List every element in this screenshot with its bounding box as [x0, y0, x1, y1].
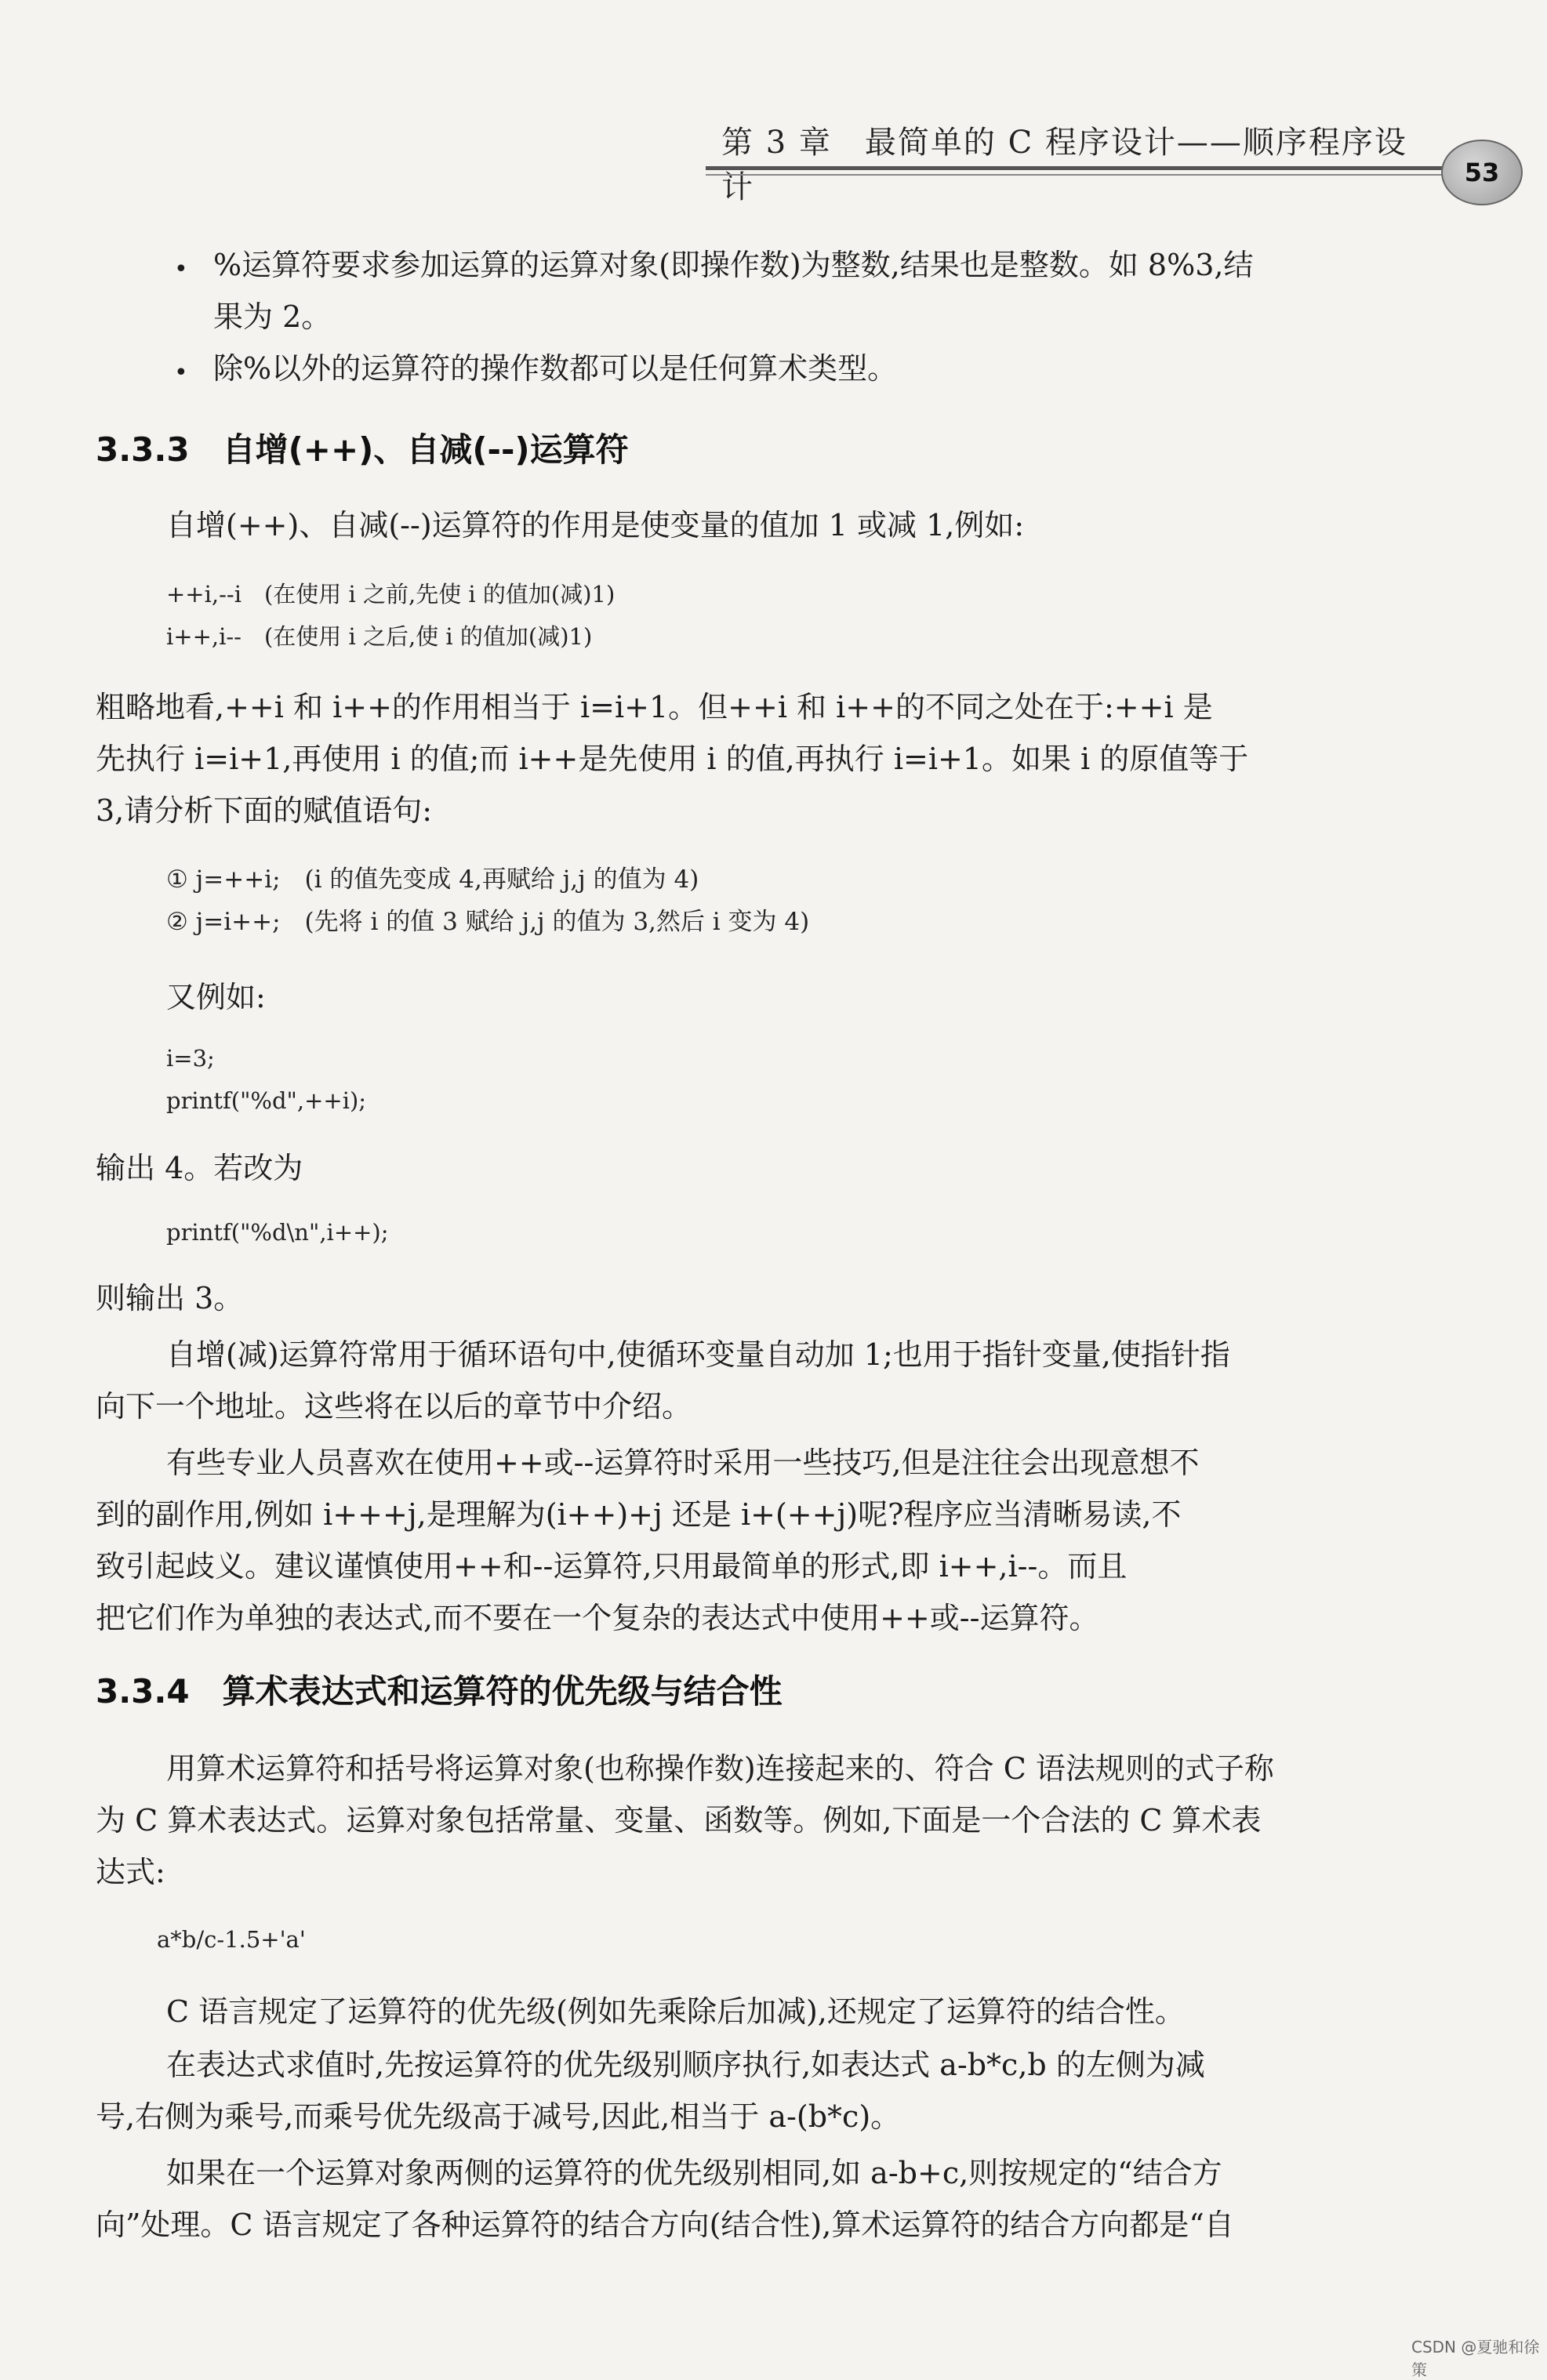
- code-expression: a*b/c-1.5+'a': [157, 1926, 306, 1953]
- paragraph-line: 3,请分析下面的赋值语句:: [96, 793, 433, 828]
- paragraph-line: 自增(++)、自减(--)运算符的作用是使变量的值加 1 或减 1,例如:: [166, 508, 1025, 542]
- statement-2: ② j=i++; (先将 i 的值 3 赋给 j,j 的值为 3,然后 i 变为 4): [166, 908, 810, 936]
- bullet-dot: •: [174, 359, 188, 386]
- header-rule: [706, 166, 1443, 170]
- section-title-3-3-3: 3.3.3 自增(++)、自减(--)运算符: [96, 430, 629, 469]
- paragraph-line: C 语言规定了运算符的优先级(例如先乘除后加减),还规定了运算符的结合性。: [166, 1994, 1185, 2029]
- paragraph-line: 有些专业人员喜欢在使用++或--运算符时采用一些技巧,但是注往会出现意想不: [166, 1446, 1200, 1480]
- header-rule-thin: [706, 174, 1443, 176]
- paragraph-line: 粗略地看,++i 和 i++的作用相当于 i=i+1。但++i 和 i++的不同之处在于:++i 是: [96, 690, 1213, 724]
- code-line: printf("%d",++i);: [166, 1087, 367, 1114]
- paragraph-line: 又例如:: [166, 980, 266, 1014]
- code-line: i=3;: [166, 1045, 215, 1072]
- paragraph-line: 向下一个地址。这些将在以后的章节中介绍。: [96, 1389, 692, 1424]
- running-header: 第 3 章 最简单的 C 程序设计——顺序程序设计: [721, 125, 1407, 205]
- paragraph-line: 先执行 i=i+1,再使用 i 的值;而 i++是先使用 i 的值,再执行 i=i+1。如果 i 的原值等于: [96, 742, 1249, 776]
- paragraph-line: 自增(减)运算符常用于循环语句中,使循环变量自动加 1;也用于指针变量,使指针指: [166, 1337, 1230, 1372]
- paragraph-line: 在表达式求值时,先按运算符的优先级别顺序执行,如表达式 a-b*c,b 的左侧为减: [166, 2048, 1205, 2082]
- paragraph-line: 则输出 3。: [96, 1281, 244, 1315]
- paragraph-line: 为 C 算术表达式。运算对象包括常量、变量、函数等。例如,下面是一个合法的 C 算术表: [96, 1803, 1262, 1838]
- paragraph-line: 用算术运算符和括号将运算对象(也称操作数)连接起来的、符合 C 语法规则的式子称: [166, 1751, 1274, 1786]
- statement-1: ① j=++i; (i 的值先变成 4,再赋给 j,j 的值为 4): [166, 865, 699, 894]
- bullet-dot: •: [174, 256, 188, 283]
- bullet-2-line-1: 除%以外的运算符的操作数都可以是任何算术类型。: [213, 351, 898, 386]
- watermark: CSDN @夏驰和徐策: [1411, 2338, 1540, 2379]
- page-number-badge: 53: [1441, 140, 1523, 205]
- paragraph-line: 到的副作用,例如 i+++j,是理解为(i++)+j 还是 i+(++j)呢?程序应当清晰易读,不: [96, 1497, 1182, 1532]
- paragraph-line: 把它们作为单独的表达式,而不要在一个复杂的表达式中使用++或--运算符。: [96, 1601, 1099, 1635]
- paragraph-line: 如果在一个运算对象两侧的运算符的优先级别相同,如 a-b+c,则按规定的“结合方: [166, 2156, 1222, 2190]
- paragraph-line: 达式:: [96, 1855, 165, 1889]
- bullet-1-line-1: %运算符要求参加运算的运算对象(即操作数)为整数,结果也是整数。如 8%3,结: [213, 248, 1254, 282]
- paragraph-line: 向”处理。C 语言规定了各种运算符的结合方向(结合性),算术运算符的结合方向都是“自: [96, 2208, 1234, 2242]
- paragraph-line: 输出 4。若改为: [96, 1151, 303, 1185]
- bullet-1-line-2: 果为 2。: [213, 299, 332, 334]
- paragraph-line: 号,右侧为乘号,而乘号优先级高于减号,因此,相当于 a-(b*c)。: [96, 2099, 901, 2134]
- code-line: i++,i-- (在使用 i 之后,使 i 的值加(减)1): [166, 623, 593, 650]
- paragraph-line: 致引起歧义。建议谨慎使用++和--运算符,只用最简单的形式,即 i++,i--。而且: [96, 1549, 1128, 1584]
- code-line: printf("%d\n",i++);: [166, 1219, 389, 1246]
- code-line: ++i,--i (在使用 i 之前,先使 i 的值加(减)1): [166, 581, 616, 608]
- section-title-3-3-4: 3.3.4 算术表达式和运算符的优先级与结合性: [96, 1672, 783, 1711]
